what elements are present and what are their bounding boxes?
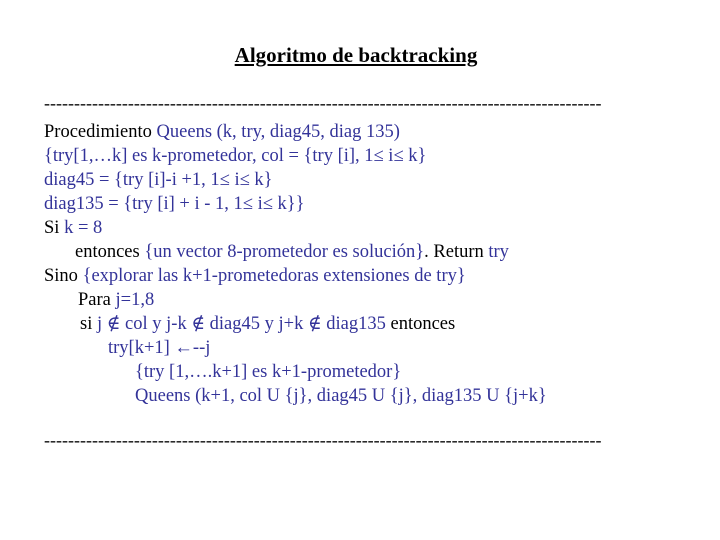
separator-top: --------------------------------------------------------------------------------------------- xyxy=(44,93,602,113)
code-line xyxy=(80,313,455,335)
code-text: {un vector 8-prometedor es solución} xyxy=(144,242,425,262)
code-text: Queens (k+1, col U {j}, diag45 U {j}, diag135 U {j+k} xyxy=(135,386,547,406)
separator-bottom: --------------------------------------------------------------------------------------------- xyxy=(44,430,602,450)
keyword-text: Sino xyxy=(44,266,83,286)
code-line xyxy=(44,265,466,287)
code-text: try[k+1] ←--j xyxy=(108,338,211,358)
code-line xyxy=(75,241,509,263)
code-text: j=1,8 xyxy=(115,290,155,310)
code-text: j ∉ col y j-k ∉ diag45 y j+k ∉ diag135 xyxy=(96,314,391,334)
code-text: diag135 = {try [i] + i - 1, 1≤ i≤ k}} xyxy=(44,194,305,214)
keyword-text: si xyxy=(80,314,97,334)
code-line xyxy=(135,385,547,407)
code-text: {explorar las k+1-prometedoras extensiones de try} xyxy=(82,266,466,286)
keyword-text: entonces xyxy=(75,242,145,262)
code-text: {try[1,…k] es k-prometedor, col = {try [i], 1≤ i≤ k} xyxy=(44,146,427,166)
code-line xyxy=(44,145,426,167)
code-line xyxy=(135,361,401,383)
keyword-text: Procedimiento xyxy=(44,122,157,142)
code-line xyxy=(78,289,154,311)
keyword-text: entonces xyxy=(390,314,456,334)
keyword-text: Si xyxy=(44,218,65,238)
code-line xyxy=(44,121,400,143)
code-text: diag45 = {try [i]-i +1, 1≤ i≤ k} xyxy=(44,170,273,190)
code-text: {try [1,….k+1] es k+1-prometedor} xyxy=(135,362,402,382)
code-text: k = 8 xyxy=(64,218,103,238)
code-line xyxy=(108,337,210,359)
code-text: try xyxy=(488,242,509,262)
code-line xyxy=(44,193,305,215)
code-text: Queens (k, try, diag45, diag 135) xyxy=(156,122,400,142)
keyword-text: Para xyxy=(78,290,116,310)
code-line xyxy=(44,217,102,239)
keyword-text: . Return xyxy=(424,242,489,262)
page-title: Algoritmo de backtracking xyxy=(234,43,478,67)
code-line xyxy=(44,169,273,191)
